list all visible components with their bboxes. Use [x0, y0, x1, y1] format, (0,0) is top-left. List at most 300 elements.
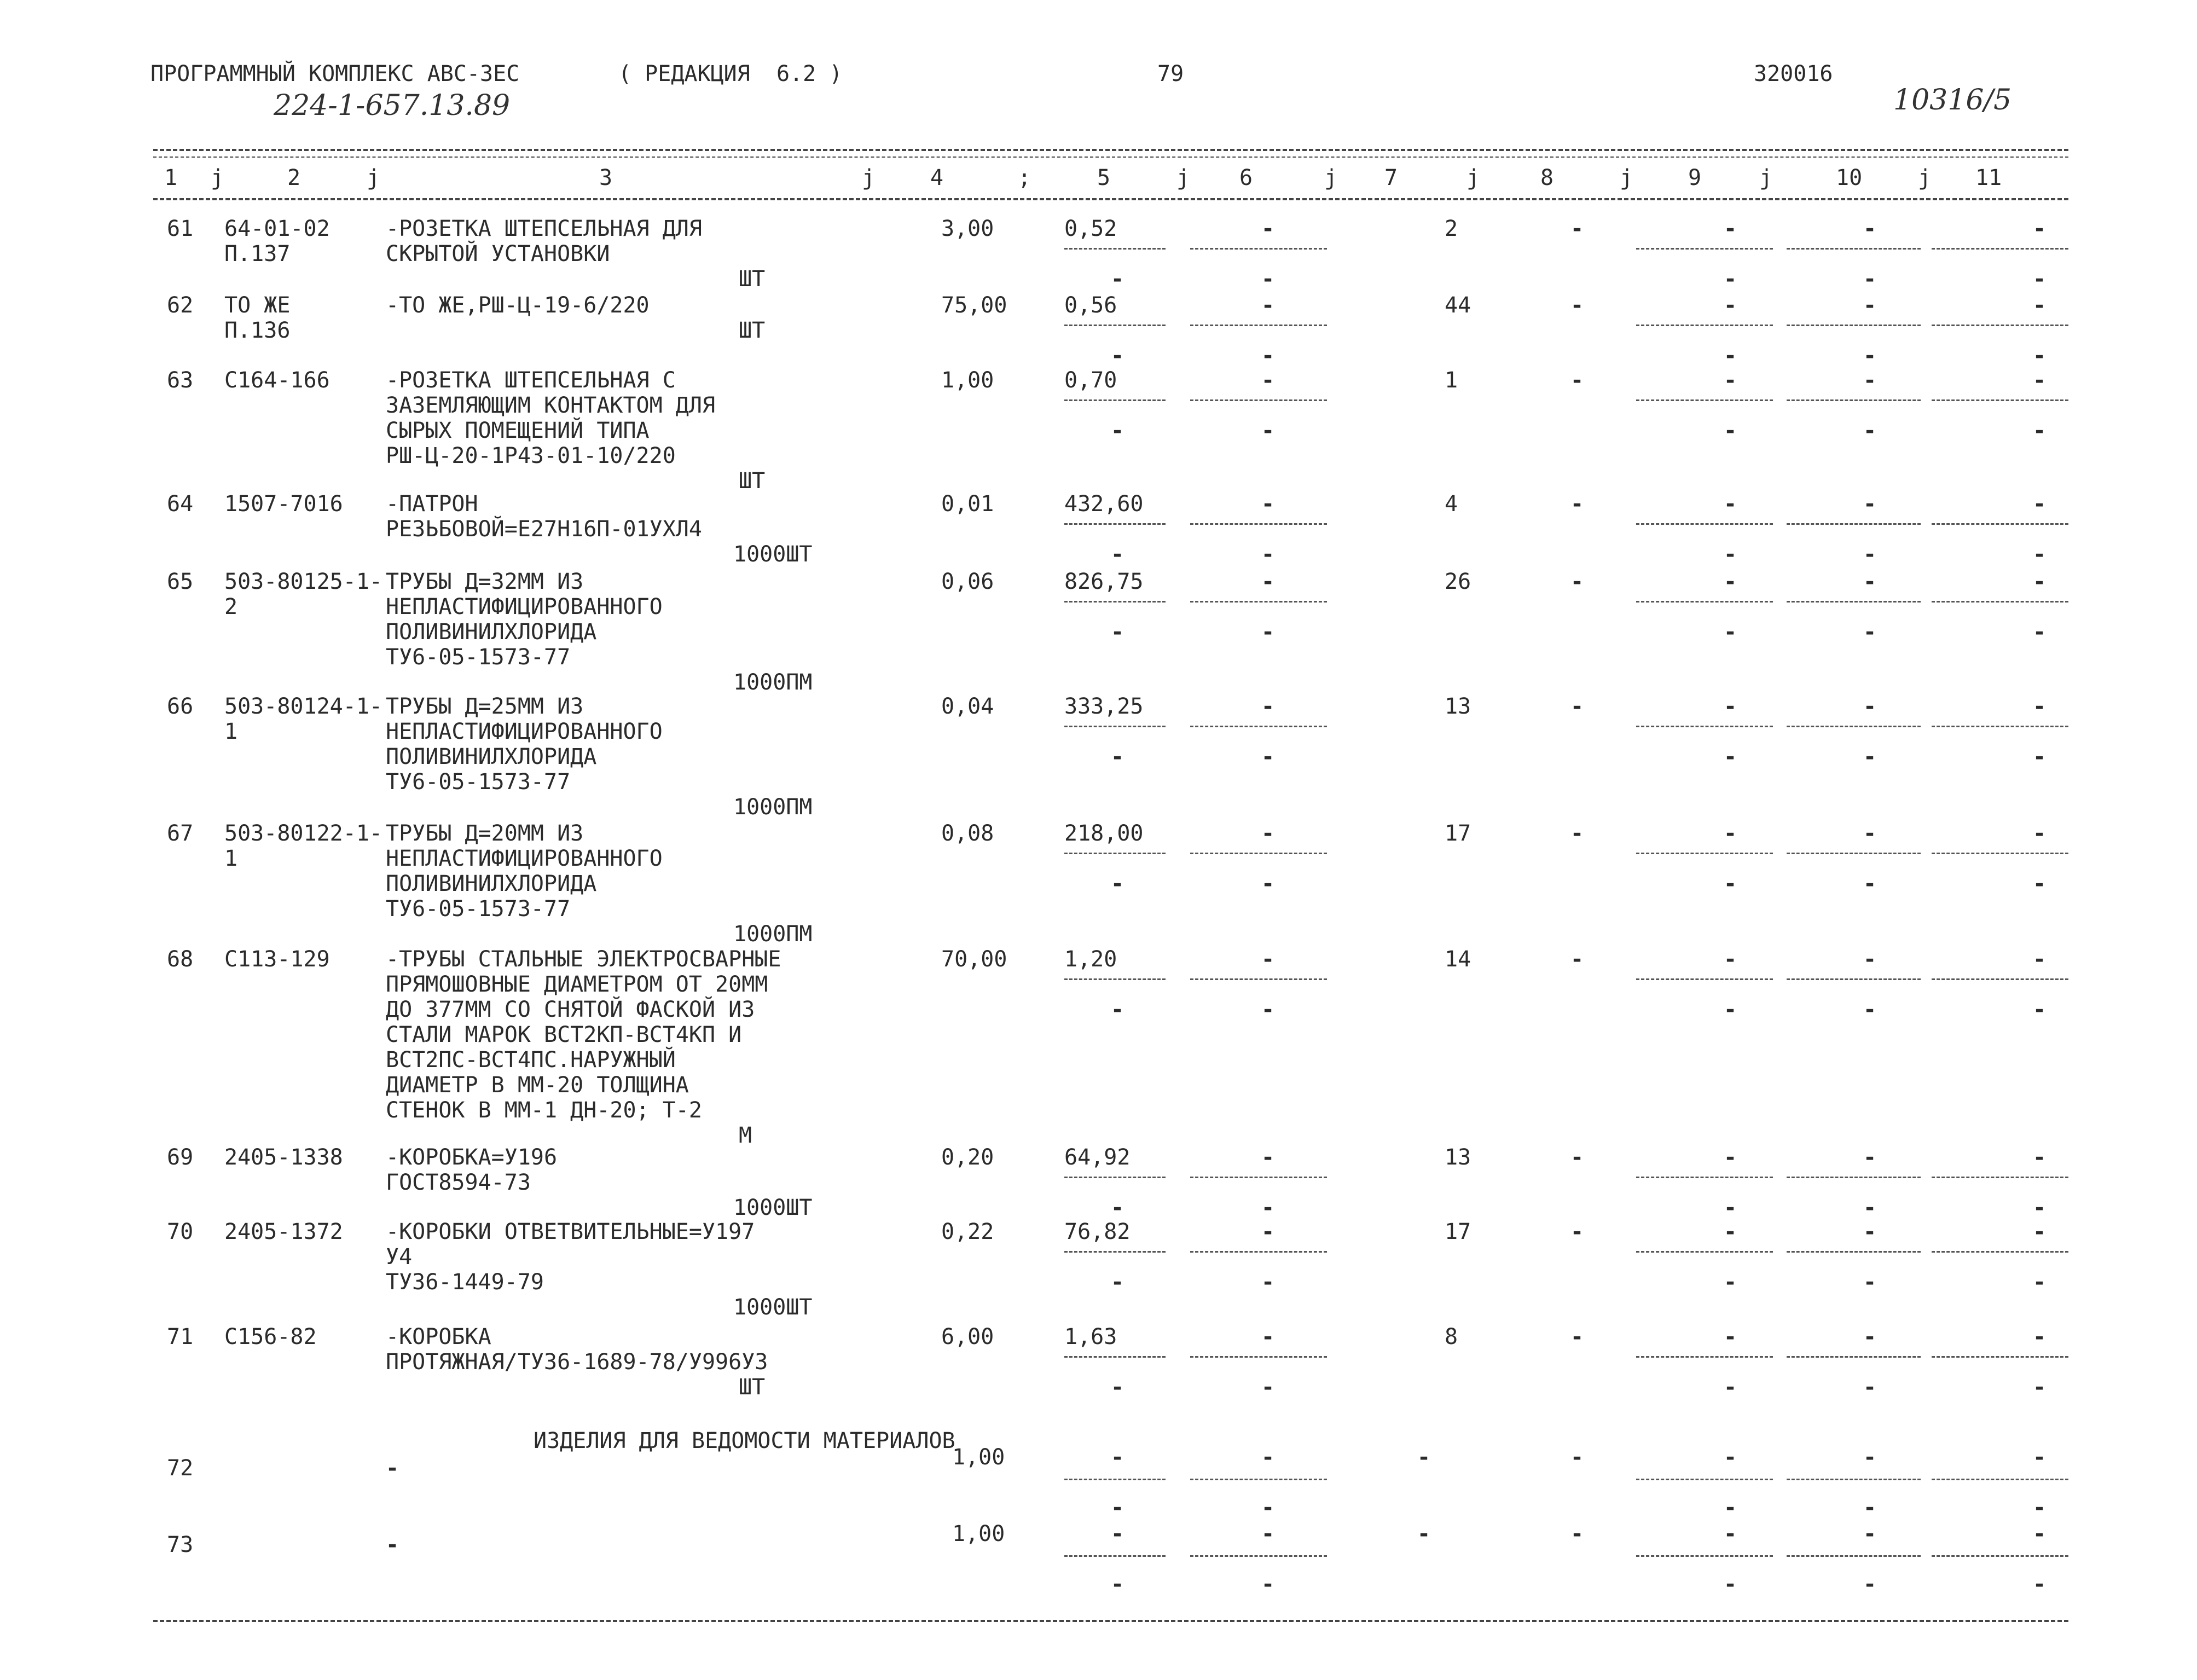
row-code: П.137	[224, 241, 291, 267]
row-price: 76,82	[1064, 1219, 1131, 1244]
section-dash: -	[1863, 1445, 1877, 1470]
row-dash: -	[1863, 694, 1877, 719]
row-dash-secondary: -	[1724, 418, 1737, 443]
value-underline	[1932, 601, 2068, 603]
value-underline	[1190, 399, 1327, 401]
row-quantity: 1,00	[941, 368, 994, 393]
row-dash-secondary: -	[2033, 619, 2047, 645]
row-description: ДИАМЕТР В ММ-20 ТОЛЩИНА	[386, 1073, 689, 1098]
program-title: ПРОГРАММНЫЙ КОМПЛЕКС АВС-3ЕС	[150, 61, 520, 86]
column-header-8: 8	[1540, 165, 1554, 190]
row-dash-secondary: -	[1111, 542, 1124, 567]
row-description: -КОРОБКИ ОТВЕТВИТЕЛЬНЫЕ=У197	[386, 1219, 755, 1244]
row-code: 1	[224, 719, 238, 744]
value-underline	[1064, 1251, 1166, 1253]
row-code: С113-129	[224, 947, 330, 972]
row-price: 218,00	[1064, 821, 1144, 846]
row-dash-secondary: -	[1724, 1270, 1737, 1295]
value-underline	[1636, 601, 1773, 603]
row-dash: -	[1261, 293, 1275, 318]
value-underline	[1932, 1177, 2068, 1178]
value-underline	[1190, 1356, 1327, 1358]
row-column-7: 2	[1445, 216, 1458, 241]
row-unit: ШТ	[739, 468, 766, 494]
row-description: -РОЗЕТКА ШТЕПСЕЛЬНАЯ С	[386, 368, 676, 393]
row-dash-secondary: -	[1261, 343, 1275, 368]
value-underline	[1636, 248, 1773, 250]
row-number: 63	[167, 368, 194, 393]
row-unit: ШТ	[739, 318, 766, 343]
value-underline	[1190, 1555, 1327, 1557]
row-number: 71	[167, 1324, 194, 1349]
value-underline	[1064, 1555, 1166, 1557]
value-underline	[1064, 601, 1166, 603]
row-number: 66	[167, 694, 194, 719]
section-title: ИЗДЕЛИЯ ДЛЯ ВЕДОМОСТИ МАТЕРИАЛОВ	[534, 1428, 955, 1453]
row-dash: -	[1261, 216, 1275, 241]
row-description: -РОЗЕТКА ШТЕПСЕЛЬНАЯ ДЛЯ	[386, 216, 702, 241]
row-code: 503-80125-1-	[224, 569, 382, 594]
row-dash-secondary: -	[2033, 343, 2047, 368]
section-dash: -	[1261, 1445, 1275, 1470]
column-separator: ;	[1018, 165, 1031, 190]
column-header-9: 9	[1688, 165, 1702, 190]
column-separator: j	[1466, 165, 1480, 190]
value-underline	[1787, 726, 1921, 727]
row-description: НЕПЛАСТИФИЦИРОВАННОГО	[386, 846, 663, 871]
row-dash-secondary: -	[1111, 619, 1124, 645]
row-dash: -	[1570, 694, 1584, 719]
row-dash-secondary: -	[1863, 267, 1877, 292]
value-underline	[1787, 248, 1921, 250]
row-code: 1	[224, 846, 238, 871]
row-code: 2	[224, 594, 238, 619]
value-underline	[1787, 1177, 1921, 1178]
header-rule	[153, 198, 2068, 200]
section-dash: -	[1261, 1521, 1275, 1546]
row-dash: -	[1261, 1219, 1275, 1244]
column-header-4: 4	[930, 165, 944, 190]
value-underline	[1932, 248, 2068, 250]
column-header-10: 10	[1836, 165, 1863, 190]
row-dash: -	[1724, 1219, 1737, 1244]
row-code: П.136	[224, 318, 291, 343]
row-description: -ТО ЖЕ,РШ-Ц-19-6/220	[386, 293, 650, 318]
row-dash: -	[1570, 569, 1584, 594]
row-price: 0,70	[1064, 368, 1117, 393]
row-unit: 1000ШТ	[733, 542, 813, 567]
row-dash-secondary: -	[1111, 418, 1124, 443]
row-description: СТАЛИ МАРОК ВСТ2КП-ВСТ4КП И	[386, 1022, 742, 1047]
row-column-7: 17	[1445, 1219, 1471, 1244]
row-number: 67	[167, 821, 194, 846]
section-dash: -	[1863, 1521, 1877, 1546]
row-dash: -	[1863, 491, 1877, 517]
row-description: ТУ6-05-1573-77	[386, 896, 571, 922]
row-code: 64-01-02	[224, 216, 330, 241]
row-quantity: 0,01	[941, 491, 994, 517]
row-dash-secondary: -	[1111, 267, 1124, 292]
row-dash-secondary: -	[1261, 1375, 1275, 1400]
value-underline	[1932, 325, 2068, 326]
row-unit: 1000ПМ	[733, 795, 813, 820]
value-underline	[1787, 1479, 1921, 1480]
row-dash-secondary: -	[1261, 871, 1275, 896]
row-code: 2405-1338	[224, 1145, 343, 1170]
row-dash: -	[1570, 491, 1584, 517]
row-quantity: 0,06	[941, 569, 994, 594]
row-dash-secondary: -	[2033, 871, 2047, 896]
value-underline	[1787, 523, 1921, 525]
section-dash: -	[1417, 1445, 1431, 1470]
row-dash: -	[1724, 1324, 1737, 1349]
row-quantity: 0,08	[941, 821, 994, 846]
row-dash-secondary: -	[1863, 418, 1877, 443]
row-dash-secondary: -	[1863, 997, 1877, 1022]
value-underline	[1932, 978, 2068, 980]
column-separator: j	[211, 165, 224, 190]
column-header-6: 6	[1239, 165, 1253, 190]
row-quantity: 70,00	[941, 947, 1007, 972]
row-description: -ПАТРОН	[386, 491, 478, 517]
row-unit: 1000ШТ	[733, 1295, 813, 1320]
section-row-number: 72	[167, 1456, 194, 1481]
row-dash-secondary: -	[2033, 1270, 2047, 1295]
value-underline	[1932, 1251, 2068, 1253]
row-description: СЫРЫХ ПОМЕЩЕНИЙ ТИПА	[386, 418, 650, 443]
value-underline	[1636, 1177, 1773, 1178]
row-description: ТУ6-05-1573-77	[386, 645, 571, 670]
value-underline	[1787, 1356, 1921, 1358]
row-description: ПРОТЯЖНАЯ/ТУ36-1689-78/У996У3	[386, 1349, 768, 1375]
value-underline	[1190, 726, 1327, 727]
row-unit: 1000ПМ	[733, 922, 813, 947]
row-number: 64	[167, 491, 194, 517]
row-description: -ТРУБЫ СТАЛЬНЫЕ ЭЛЕКТРОСВАРНЫЕ	[386, 947, 781, 972]
row-dash: -	[1863, 947, 1877, 972]
row-dash: -	[1570, 1324, 1584, 1349]
value-underline	[1932, 399, 2068, 401]
bottom-rule	[153, 1620, 2068, 1622]
page-number: 79	[1157, 61, 1184, 86]
value-underline	[1064, 1479, 1166, 1480]
section-dash-secondary: -	[1111, 1495, 1124, 1520]
row-unit: 1000ШТ	[733, 1195, 813, 1220]
row-dash: -	[2033, 569, 2047, 594]
value-underline	[1064, 726, 1166, 727]
row-price: 0,56	[1064, 293, 1117, 318]
row-dash: -	[1863, 216, 1877, 241]
section-dash-secondary: -	[1724, 1495, 1737, 1520]
section-dash-secondary: -	[1863, 1572, 1877, 1597]
row-dash-secondary: -	[1863, 1270, 1877, 1295]
column-separator: j	[1620, 165, 1633, 190]
row-dash-secondary: -	[2033, 542, 2047, 567]
row-dash-secondary: -	[1111, 997, 1124, 1022]
value-underline	[1787, 325, 1921, 326]
row-dash: -	[1261, 1324, 1275, 1349]
value-underline	[1932, 853, 2068, 854]
row-dash-secondary: -	[1863, 871, 1877, 896]
row-dash-secondary: -	[1111, 1375, 1124, 1400]
row-price: 432,60	[1064, 491, 1144, 517]
value-underline	[1932, 1479, 2068, 1480]
value-underline	[1932, 1356, 2068, 1358]
row-unit: 1000ПМ	[733, 670, 813, 695]
column-separator: j	[367, 165, 380, 190]
column-separator: j	[1324, 165, 1338, 190]
row-price: 1,63	[1064, 1324, 1117, 1349]
value-underline	[1190, 523, 1327, 525]
section-dash: -	[2033, 1445, 2047, 1470]
row-code: ТО ЖЕ	[224, 293, 291, 318]
row-dash-secondary: -	[1863, 1375, 1877, 1400]
row-number: 61	[167, 216, 194, 241]
row-dash-secondary: -	[1863, 542, 1877, 567]
row-dash: -	[1863, 368, 1877, 393]
row-column-7: 44	[1445, 293, 1471, 318]
column-separator: j	[1176, 165, 1190, 190]
value-underline	[1190, 853, 1327, 854]
value-underline	[1636, 1555, 1773, 1557]
row-dash: -	[1724, 293, 1737, 318]
row-number: 69	[167, 1145, 194, 1170]
row-column-7: 14	[1445, 947, 1471, 972]
row-number: 70	[167, 1219, 194, 1244]
row-number: 65	[167, 569, 194, 594]
row-dash: -	[2033, 821, 2047, 846]
row-unit: М	[739, 1123, 752, 1148]
row-dash: -	[1863, 293, 1877, 318]
row-description: ЗАЗЕМЛЯЮЩИМ КОНТАКТОМ ДЛЯ	[386, 393, 716, 418]
row-code: 503-80122-1-	[224, 821, 382, 846]
section-dash-secondary: -	[2033, 1572, 2047, 1597]
row-dash: -	[1261, 491, 1275, 517]
row-number: 68	[167, 947, 194, 972]
row-dash-secondary: -	[1863, 619, 1877, 645]
document-code: 320016	[1754, 61, 1833, 86]
row-dash-secondary: -	[1261, 1270, 1275, 1295]
value-underline	[1064, 853, 1166, 854]
section-dash-secondary: -	[1261, 1572, 1275, 1597]
row-dash: -	[1863, 821, 1877, 846]
row-dash: -	[1724, 368, 1737, 393]
top-rule-thin	[153, 157, 2068, 158]
value-underline	[1636, 853, 1773, 854]
row-dash-secondary: -	[1111, 1270, 1124, 1295]
column-separator: j	[862, 165, 876, 190]
row-description: СТЕНОК В ММ-1 ДН-20; Т-2	[386, 1098, 702, 1123]
row-dash-secondary: -	[1111, 343, 1124, 368]
row-dash: -	[1863, 1324, 1877, 1349]
value-underline	[1636, 978, 1773, 980]
handwritten-reference: 10316/5	[1893, 84, 2012, 117]
row-description: У4	[386, 1244, 413, 1270]
value-underline	[1636, 1251, 1773, 1253]
row-unit: ШТ	[739, 1375, 766, 1400]
section-dash-secondary: -	[1863, 1495, 1877, 1520]
row-dash-secondary: -	[1724, 619, 1737, 645]
section-row-number: 73	[167, 1532, 194, 1557]
row-dash: -	[1724, 491, 1737, 517]
row-dash-secondary: -	[1261, 418, 1275, 443]
row-dash: -	[1724, 1145, 1737, 1170]
value-underline	[1190, 1479, 1327, 1480]
column-header-7: 7	[1384, 165, 1398, 190]
column-header-1: 1	[164, 165, 178, 190]
row-dash: -	[2033, 1219, 2047, 1244]
row-column-7: 4	[1445, 491, 1458, 517]
row-dash-secondary: -	[1261, 267, 1275, 292]
top-rule	[153, 149, 2068, 151]
row-description: ТРУБЫ Д=32ММ ИЗ	[386, 569, 584, 594]
row-dash-secondary: -	[1724, 1375, 1737, 1400]
row-dash-secondary: -	[1724, 997, 1737, 1022]
value-underline	[1636, 523, 1773, 525]
row-column-7: 26	[1445, 569, 1471, 594]
section-row-description: -	[386, 1456, 399, 1481]
row-dash: -	[1724, 569, 1737, 594]
row-description: ТРУБЫ Д=25ММ ИЗ	[386, 694, 584, 719]
value-underline	[1064, 248, 1166, 250]
value-underline	[1636, 399, 1773, 401]
row-dash-secondary: -	[1863, 343, 1877, 368]
row-dash: -	[1570, 1145, 1584, 1170]
row-description: ПОЛИВИНИЛХЛОРИДА	[386, 871, 597, 896]
row-dash-secondary: -	[1863, 1195, 1877, 1220]
value-underline	[1190, 325, 1327, 326]
row-description: ТУ6-05-1573-77	[386, 769, 571, 795]
value-underline	[1190, 978, 1327, 980]
row-dash-secondary: -	[1261, 997, 1275, 1022]
row-dash: -	[1863, 1145, 1877, 1170]
row-quantity: 0,20	[941, 1145, 994, 1170]
row-column-7: 17	[1445, 821, 1471, 846]
row-description: ТУ36-1449-79	[386, 1270, 544, 1295]
section-dash: -	[1417, 1521, 1431, 1546]
row-quantity: 0,22	[941, 1219, 994, 1244]
row-dash: -	[2033, 1324, 2047, 1349]
row-description: ВСТ2ПС-ВСТ4ПС.НАРУЖНЫЙ	[386, 1047, 676, 1073]
row-price: 1,20	[1064, 947, 1117, 972]
row-number: 62	[167, 293, 194, 318]
column-separator: j	[1918, 165, 1932, 190]
row-code: С156-82	[224, 1324, 317, 1349]
row-description: НЕПЛАСТИФИЦИРОВАННОГО	[386, 594, 663, 619]
row-description: РШ-Ц-20-1Р43-01-10/220	[386, 443, 676, 468]
row-dash: -	[1261, 947, 1275, 972]
row-dash: -	[2033, 947, 2047, 972]
value-underline	[1787, 978, 1921, 980]
row-dash-secondary: -	[1724, 542, 1737, 567]
value-underline	[1932, 726, 2068, 727]
value-underline	[1190, 248, 1327, 250]
value-underline	[1787, 853, 1921, 854]
value-underline	[1636, 325, 1773, 326]
column-header-2: 2	[287, 165, 301, 190]
row-dash: -	[1863, 569, 1877, 594]
value-underline	[1787, 1251, 1921, 1253]
value-underline	[1932, 523, 2068, 525]
row-dash-secondary: -	[2033, 418, 2047, 443]
row-dash: -	[1261, 1145, 1275, 1170]
section-dash: -	[1570, 1445, 1584, 1470]
row-column-7: 8	[1445, 1324, 1458, 1349]
edition-label: ( РЕДАКЦИЯ 6.2 )	[618, 61, 843, 86]
value-underline	[1932, 1555, 2068, 1557]
section-dash: -	[1724, 1445, 1737, 1470]
row-quantity: 75,00	[941, 293, 1007, 318]
row-dash-secondary: -	[1261, 619, 1275, 645]
row-description: ПРЯМОШОВНЫЕ ДИАМЕТРОМ ОТ 20ММ	[386, 972, 768, 997]
row-dash: -	[1570, 947, 1584, 972]
row-dash: -	[1261, 368, 1275, 393]
row-price: 826,75	[1064, 569, 1144, 594]
row-code: С164-166	[224, 368, 330, 393]
column-header-11: 11	[1975, 165, 2002, 190]
value-underline	[1190, 1251, 1327, 1253]
row-dash: -	[2033, 694, 2047, 719]
row-dash-secondary: -	[1863, 744, 1877, 769]
section-dash-secondary: -	[2033, 1495, 2047, 1520]
row-dash: -	[1261, 569, 1275, 594]
section-dash: -	[1570, 1521, 1584, 1546]
row-dash-secondary: -	[1111, 744, 1124, 769]
column-separator: j	[1759, 165, 1773, 190]
row-dash-secondary: -	[1724, 1195, 1737, 1220]
row-description: ПОЛИВИНИЛХЛОРИДА	[386, 619, 597, 645]
section-dash: -	[2033, 1521, 2047, 1546]
value-underline	[1636, 726, 1773, 727]
column-header-3: 3	[599, 165, 613, 190]
row-unit: ШТ	[739, 267, 766, 292]
row-description: ПОЛИВИНИЛХЛОРИДА	[386, 744, 597, 769]
section-dash-secondary: -	[1111, 1572, 1124, 1597]
section-row-quantity: 1,00	[952, 1445, 1005, 1470]
row-quantity: 0,04	[941, 694, 994, 719]
row-dash: -	[2033, 1145, 2047, 1170]
row-dash-secondary: -	[1724, 871, 1737, 896]
row-description: ГОСТ8594-73	[386, 1170, 531, 1195]
row-price: 64,92	[1064, 1145, 1131, 1170]
row-dash-secondary: -	[1261, 744, 1275, 769]
row-description: ДО 377ММ СО СНЯТОЙ ФАСКОЙ ИЗ	[386, 997, 755, 1022]
row-dash-secondary: -	[1724, 744, 1737, 769]
value-underline	[1787, 601, 1921, 603]
row-dash: -	[1724, 694, 1737, 719]
row-column-7: 13	[1445, 1145, 1471, 1170]
row-dash-secondary: -	[1724, 343, 1737, 368]
value-underline	[1064, 399, 1166, 401]
row-dash-secondary: -	[2033, 997, 2047, 1022]
row-quantity: 3,00	[941, 216, 994, 241]
row-dash-secondary: -	[1111, 1195, 1124, 1220]
row-dash: -	[1570, 216, 1584, 241]
row-description: -КОРОБКА	[386, 1324, 491, 1349]
column-header-5: 5	[1097, 165, 1111, 190]
row-code: 503-80124-1-	[224, 694, 382, 719]
row-code: 2405-1372	[224, 1219, 343, 1244]
row-dash: -	[1570, 368, 1584, 393]
row-dash-secondary: -	[1724, 267, 1737, 292]
section-dash: -	[1724, 1521, 1737, 1546]
row-dash: -	[1724, 821, 1737, 846]
row-price: 0,52	[1064, 216, 1117, 241]
value-underline	[1636, 1356, 1773, 1358]
row-dash-secondary: -	[2033, 744, 2047, 769]
section-dash-secondary: -	[1724, 1572, 1737, 1597]
value-underline	[1064, 1177, 1166, 1178]
